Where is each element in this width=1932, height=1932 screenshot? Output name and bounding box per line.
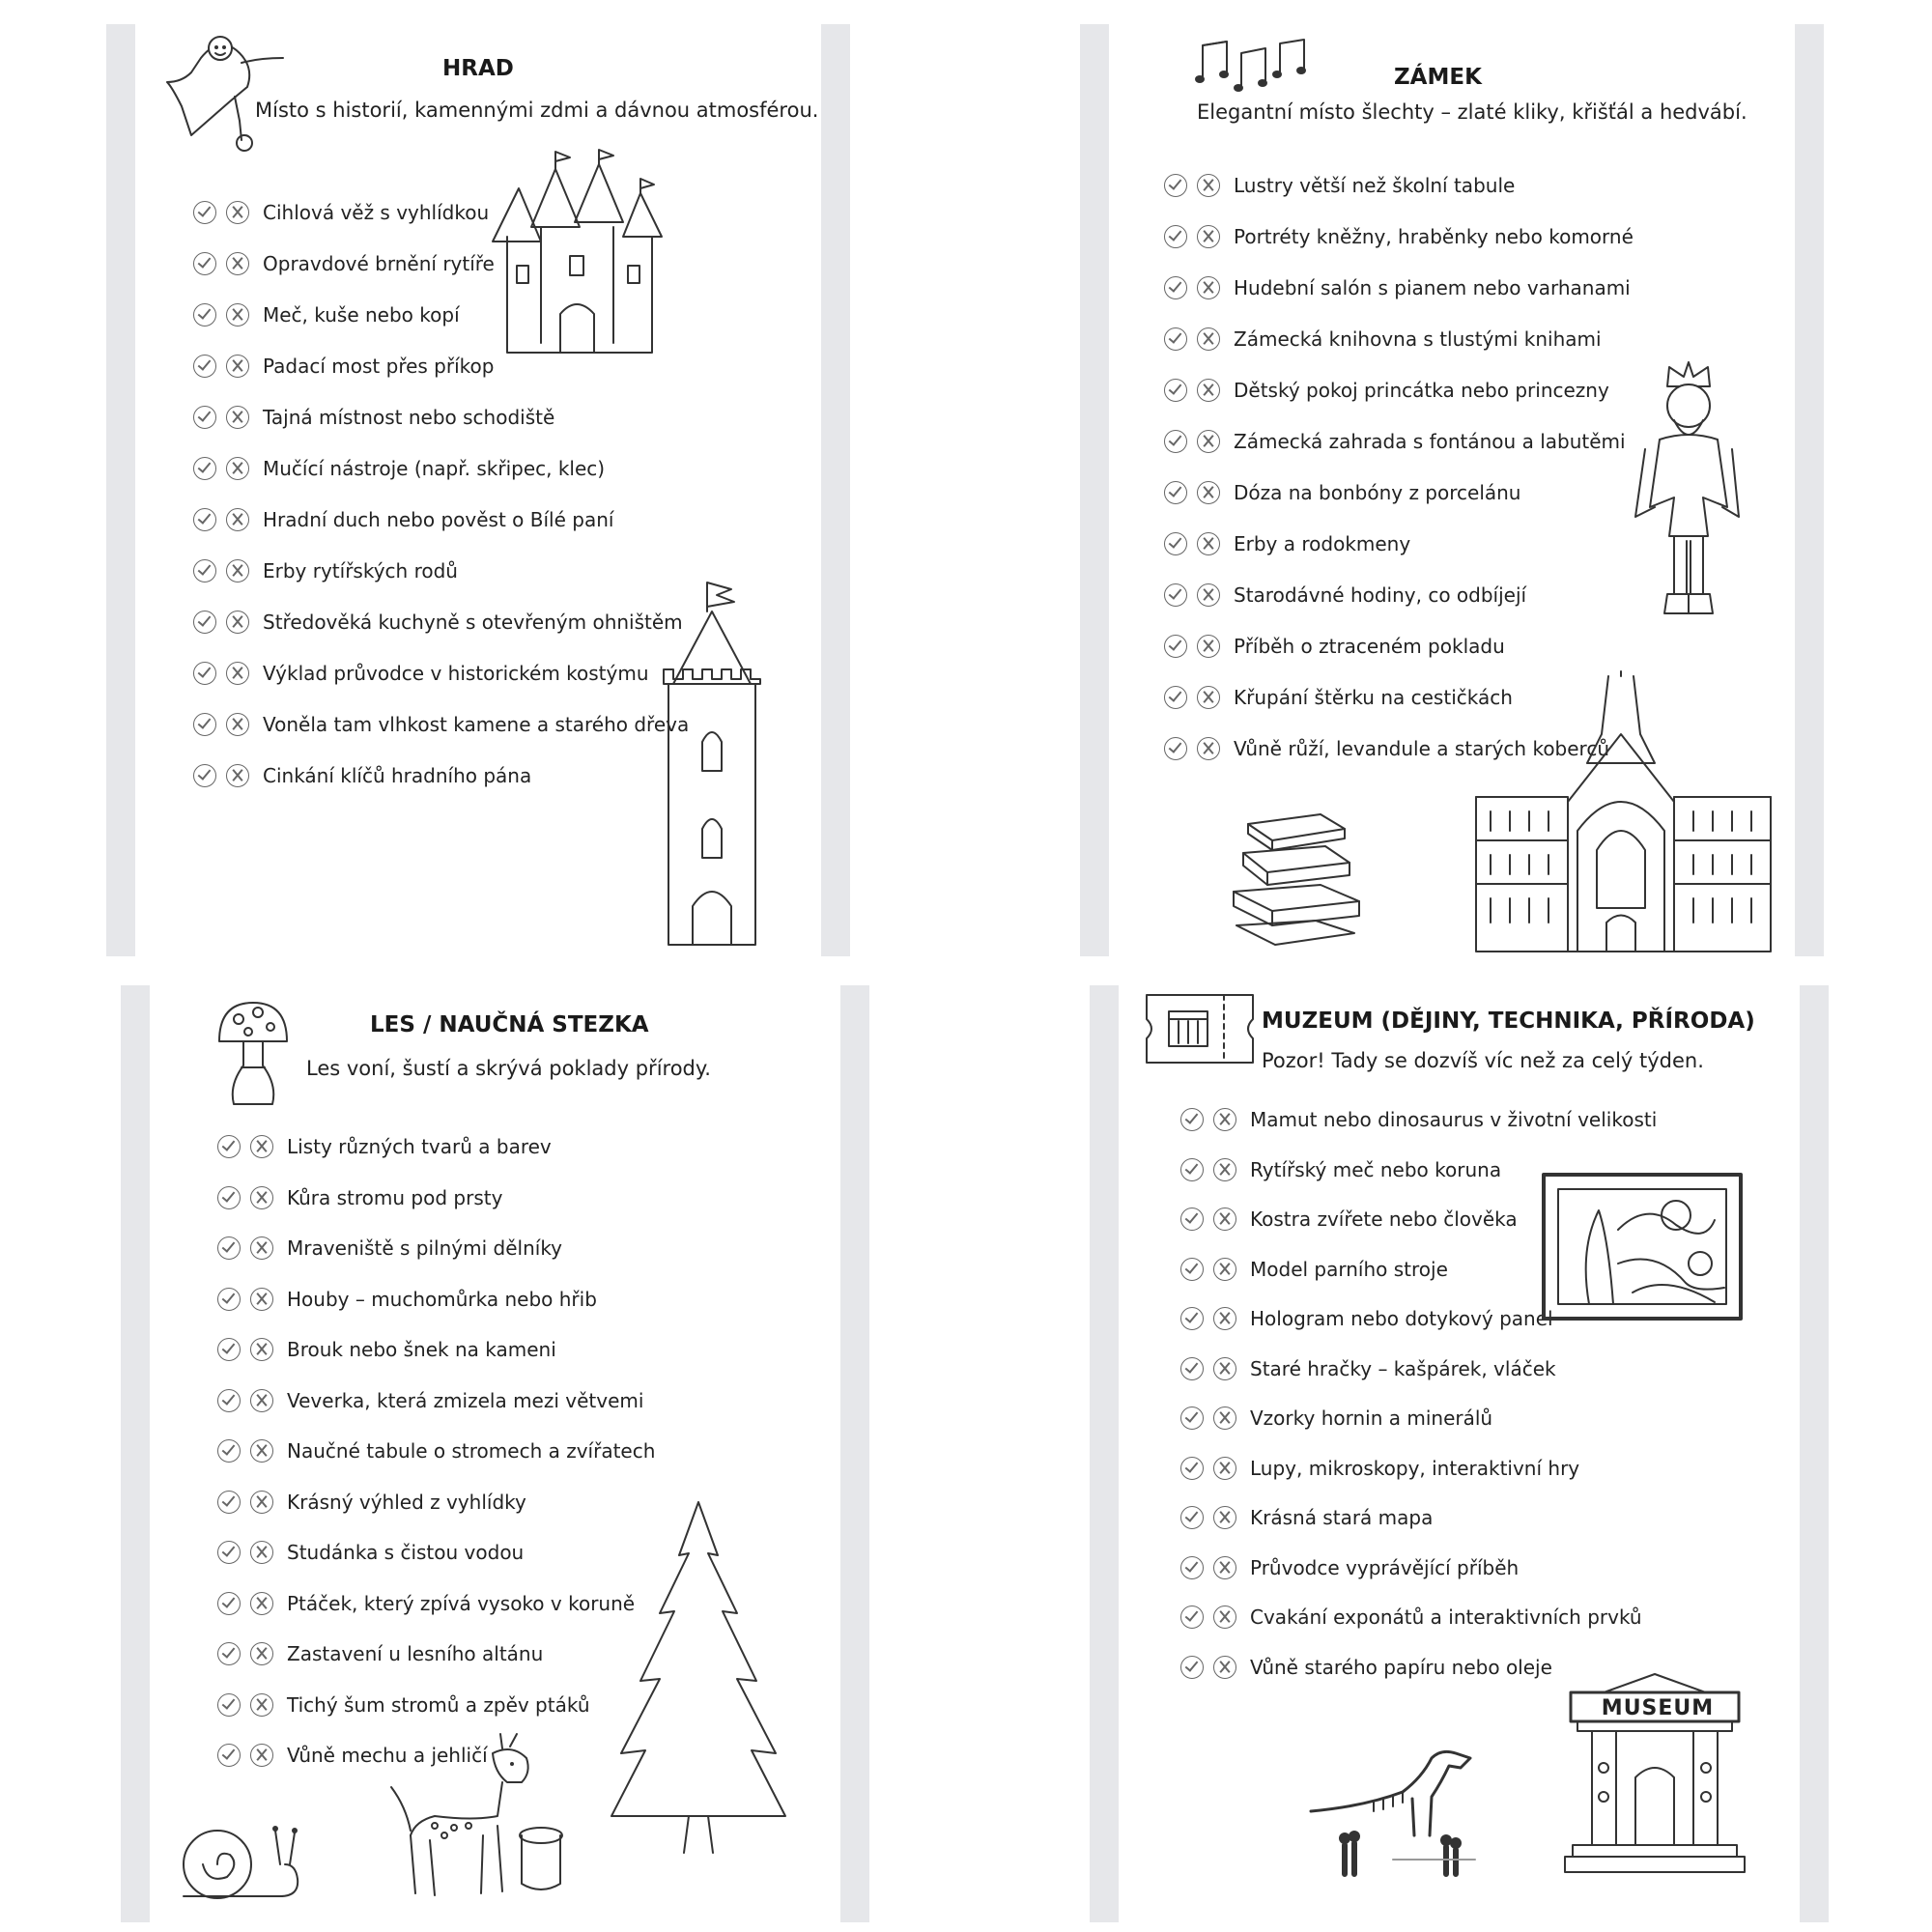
checklist-item <box>1180 1605 1642 1629</box>
check-circle-icon[interactable] <box>193 406 216 429</box>
checklist-item-label: Erby a rodokmeny <box>1234 532 1411 555</box>
checklist-item <box>1164 225 1634 248</box>
check-circle-icon[interactable] <box>1164 635 1187 658</box>
checklist-item <box>193 303 460 327</box>
checklist-item <box>1180 1208 1518 1231</box>
cross-circle-icon[interactable] <box>1213 1457 1236 1480</box>
cross-circle-icon[interactable] <box>226 355 249 378</box>
checklist-item <box>1164 276 1631 299</box>
checklist-item <box>193 713 689 736</box>
check-circle-icon[interactable] <box>217 1439 241 1463</box>
tower-illustration <box>659 578 770 950</box>
cross-circle-icon[interactable] <box>1197 225 1220 248</box>
checklist-item <box>217 1288 597 1311</box>
checklist-item <box>193 406 554 429</box>
cross-circle-icon[interactable] <box>250 1338 273 1361</box>
checklist-item <box>1164 174 1515 197</box>
muzeum-title: MUZEUM (DĚJINY, TECHNIKA, PŘÍRODA) <box>1262 1009 1755 1034</box>
muzeum-subtitle: Pozor! Tady se dozvíš víc než za celý týden. <box>1262 1049 1704 1072</box>
cross-circle-icon[interactable] <box>1197 430 1220 453</box>
checklist-item-label: Tichý šum stromů a zpěv ptáků <box>287 1692 590 1717</box>
checklist-item <box>1164 379 1609 402</box>
painting-frame-illustration <box>1541 1172 1744 1321</box>
checklist-item <box>1180 1158 1501 1181</box>
checklist-item-label: Vůně starého papíru nebo oleje <box>1250 1655 1552 1679</box>
cross-circle-icon[interactable] <box>250 1439 273 1463</box>
checklist-item <box>217 1491 526 1514</box>
checklist-item <box>193 508 613 531</box>
checklist-item-label: Příběh o ztraceném pokladu <box>1234 635 1505 658</box>
check-circle-icon[interactable] <box>1180 1556 1204 1579</box>
checklist-item-label: Krásná stará mapa <box>1250 1506 1434 1529</box>
checklist-item-label: Staré hračky – kašpárek, vláček <box>1250 1356 1556 1380</box>
check-circle-icon[interactable] <box>1180 1108 1204 1131</box>
check-circle-icon[interactable] <box>1164 481 1187 504</box>
checklist-item-label: Kostra zvířete nebo člověka <box>1250 1208 1518 1231</box>
cross-circle-icon[interactable] <box>1213 1556 1236 1579</box>
check-circle-icon[interactable] <box>1164 276 1187 299</box>
checklist-item-label: Meč, kuše nebo kopí <box>263 303 460 327</box>
fir-tree-illustration <box>607 1497 790 1855</box>
checklist-item-label: Cihlová věž s vyhlídkou <box>263 201 490 224</box>
checklist-item-label: Starodávné hodiny, co odbíjejí <box>1234 583 1527 607</box>
checklist-item <box>1164 481 1520 504</box>
check-circle-icon[interactable] <box>1164 225 1187 248</box>
check-circle-icon[interactable] <box>1164 174 1187 197</box>
castle-illustration <box>488 150 667 357</box>
checklist-item-label: Výklad průvodce v historickém kostýmu <box>263 662 649 685</box>
cross-circle-icon[interactable] <box>226 508 249 531</box>
checklist-item <box>217 1541 524 1564</box>
checklist-item-label: Dětský pokoj princátka nebo princezny <box>1234 379 1609 402</box>
checklist-item-label: Křupání štěrku na cestičkách <box>1234 686 1513 709</box>
checklist-item-label: Hologram nebo dotykový panel <box>1250 1307 1553 1330</box>
checklist-item-label: Tajná místnost nebo schodiště <box>263 406 555 429</box>
check-circle-icon[interactable] <box>193 201 216 224</box>
cross-circle-icon[interactable] <box>250 1642 273 1665</box>
checklist-item-label: Mraveniště s pilnými dělníky <box>287 1236 563 1260</box>
checklist-item-label: Model parního stroje <box>1250 1257 1448 1281</box>
checklist-item <box>217 1439 655 1463</box>
check-circle-icon[interactable] <box>1180 1357 1204 1380</box>
check-circle-icon[interactable] <box>193 508 216 531</box>
checklist-item <box>1164 327 1602 351</box>
cross-circle-icon[interactable] <box>226 611 249 634</box>
checklist-item-label: Dóza na bonbóny z porcelánu <box>1234 481 1521 504</box>
mushroom-illustration <box>214 998 292 1112</box>
checklist-item <box>1180 1457 1579 1480</box>
cross-circle-icon[interactable] <box>1213 1406 1236 1430</box>
checklist-item <box>1180 1307 1553 1330</box>
check-circle-icon[interactable] <box>193 457 216 480</box>
checklist-item <box>217 1135 552 1158</box>
check-circle-icon[interactable] <box>1164 532 1187 555</box>
chateau-illustration <box>1471 676 1776 956</box>
checklist-item <box>1164 635 1505 658</box>
check-circle-icon[interactable] <box>1180 1506 1204 1529</box>
checklist-item <box>1180 1506 1433 1529</box>
books-illustration <box>1229 810 1369 950</box>
checklist-item-label: Ptáček, který zpívá vysoko v koruně <box>287 1591 636 1615</box>
check-circle-icon[interactable] <box>217 1541 241 1564</box>
checklist-item <box>1180 1656 1552 1679</box>
checklist-item <box>217 1592 635 1615</box>
cross-circle-icon[interactable] <box>226 303 249 327</box>
checklist-item-label: Veverka, která zmizela mezi větvemi <box>287 1388 644 1412</box>
checklist-item <box>1180 1406 1492 1430</box>
checklist-item-label: Brouk nebo šnek na kameni <box>287 1338 556 1361</box>
checklist-item-label: Erby rytířských rodů <box>263 559 458 582</box>
check-circle-icon[interactable] <box>1180 1307 1204 1330</box>
checklist-item <box>1180 1357 1556 1380</box>
check-circle-icon[interactable] <box>1180 1406 1204 1430</box>
cross-circle-icon[interactable] <box>226 201 249 224</box>
check-circle-icon[interactable] <box>193 611 216 634</box>
check-circle-icon[interactable] <box>1180 1605 1204 1629</box>
checklist-item-label: Lupy, mikroskopy, interaktivní hry <box>1250 1456 1580 1480</box>
checklist-item-label: Cinkání klíčů hradního pána <box>263 764 532 787</box>
check-circle-icon[interactable] <box>217 1186 241 1209</box>
cross-circle-icon[interactable] <box>250 1288 273 1311</box>
cross-circle-icon[interactable] <box>250 1541 273 1564</box>
ghost-illustration <box>162 29 298 155</box>
checklist-item-label: Vzorky hornin a minerálů <box>1250 1406 1493 1430</box>
checklist-item <box>1164 532 1410 555</box>
cross-circle-icon[interactable] <box>1197 379 1220 402</box>
cross-circle-icon[interactable] <box>1197 174 1220 197</box>
checklist-item-label: Rytířský meč nebo koruna <box>1250 1157 1502 1181</box>
cross-circle-icon[interactable] <box>250 1592 273 1615</box>
check-circle-icon[interactable] <box>1180 1457 1204 1480</box>
checklist-item <box>217 1389 643 1412</box>
ticket-icon <box>1142 990 1258 1067</box>
cross-circle-icon[interactable] <box>1197 532 1220 555</box>
checklist-item <box>217 1642 543 1665</box>
music-notes-icon <box>1198 34 1309 92</box>
king-illustration <box>1631 362 1742 623</box>
checklist-item-label: Hudební salón s pianem nebo varhanami <box>1234 276 1631 299</box>
cross-circle-icon[interactable] <box>250 1389 273 1412</box>
cross-circle-icon[interactable] <box>1213 1158 1236 1181</box>
dinosaur-skeleton-silhouette <box>1306 1739 1499 1874</box>
checklist-item <box>1164 430 1626 453</box>
museum-sign: MUSEUM <box>1601 1696 1715 1720</box>
checklist-item <box>1164 583 1526 607</box>
checklist-item-label: Lustry větší než školní tabule <box>1234 174 1516 197</box>
cross-circle-icon[interactable] <box>1213 1656 1236 1679</box>
checklist-item <box>193 764 531 787</box>
check-circle-icon[interactable] <box>1164 430 1187 453</box>
cross-circle-icon[interactable] <box>1213 1307 1236 1330</box>
check-circle-icon[interactable] <box>217 1288 241 1311</box>
check-circle-icon[interactable] <box>1164 686 1187 709</box>
checklist-item <box>193 457 605 480</box>
cross-circle-icon[interactable] <box>250 1135 273 1158</box>
check-circle-icon[interactable] <box>1180 1208 1204 1231</box>
cross-circle-icon[interactable] <box>1213 1108 1236 1131</box>
hrad-subtitle: Místo s historií, kamennými zdmi a dávnou atmosférou. <box>255 99 819 122</box>
check-circle-icon[interactable] <box>217 1338 241 1361</box>
checklist-item-label: Voněla tam vlhkost kamene a starého dřeva <box>263 713 690 736</box>
cross-circle-icon[interactable] <box>226 662 249 685</box>
checklist-item-label: Hradní duch nebo pověst o Bílé paní <box>263 508 614 531</box>
checklist-item-label: Zámecká zahrada s fontánou a labutěmi <box>1234 430 1626 453</box>
hrad-title: HRAD <box>442 56 514 81</box>
checklist-item-label: Zámecká knihovna s tlustými knihami <box>1234 327 1602 351</box>
checklist-item-label: Mamut nebo dinosaurus v životní velikosti <box>1250 1108 1658 1131</box>
les-title: LES / NAUČNÁ STEZKA <box>370 1012 649 1037</box>
cross-circle-icon[interactable] <box>1197 481 1220 504</box>
checklist-item-label: Mučící nástroje (např. skřipec, klec) <box>263 457 606 480</box>
checklist-item <box>193 559 458 582</box>
checklist-item-label: Vůně mechu a jehličí <box>287 1744 488 1767</box>
check-circle-icon[interactable] <box>217 1642 241 1665</box>
check-circle-icon[interactable] <box>1164 737 1187 760</box>
cross-circle-icon[interactable] <box>226 764 249 787</box>
cross-circle-icon[interactable] <box>1213 1605 1236 1629</box>
checklist-item-label: Portréty kněžny, hraběnky nebo komorné <box>1234 225 1634 248</box>
checklist-item <box>193 355 494 378</box>
checklist-item <box>1180 1108 1657 1131</box>
checklist-item-label: Studánka s čistou vodou <box>287 1541 525 1564</box>
deer-illustration <box>386 1729 565 1903</box>
checklist-item-label: Krásný výhled z vyhlídky <box>287 1490 526 1514</box>
cross-circle-icon[interactable] <box>1197 276 1220 299</box>
les-subtitle: Les voní, šustí a skrývá poklady přírody. <box>306 1057 711 1080</box>
check-circle-icon[interactable] <box>1164 327 1187 351</box>
check-circle-icon[interactable] <box>193 559 216 582</box>
check-circle-icon[interactable] <box>1180 1158 1204 1181</box>
cross-circle-icon[interactable] <box>250 1693 273 1717</box>
checklist-item <box>217 1338 556 1361</box>
checklist-item <box>1180 1258 1448 1281</box>
cross-circle-icon[interactable] <box>250 1491 273 1514</box>
cross-circle-icon[interactable] <box>226 559 249 582</box>
checklist-item-label: Padací most přes příkop <box>263 355 495 378</box>
cross-circle-icon[interactable] <box>250 1186 273 1209</box>
checklist-item-label: Kůra stromu pod prsty <box>287 1185 503 1209</box>
checklist-item <box>193 611 683 634</box>
cross-circle-icon[interactable] <box>1213 1506 1236 1529</box>
checklist-item <box>193 252 495 275</box>
check-circle-icon[interactable] <box>193 303 216 327</box>
check-circle-icon[interactable] <box>193 355 216 378</box>
check-circle-icon[interactable] <box>1180 1258 1204 1281</box>
check-circle-icon[interactable] <box>193 662 216 685</box>
checklist-item-label: Listy různých tvarů a barev <box>287 1135 552 1158</box>
checklist-item-label: Vůně růží, levandule a starých koberců <box>1234 737 1610 760</box>
checklist-item-label: Cvakání exponátů a interaktivních prvků <box>1250 1605 1642 1629</box>
check-circle-icon[interactable] <box>217 1592 241 1615</box>
checklist-item-label: Středověká kuchyně s otevřeným ohništěm <box>263 611 683 634</box>
cross-circle-icon[interactable] <box>1197 737 1220 760</box>
check-circle-icon[interactable] <box>1180 1656 1204 1679</box>
checklist-item-label: Opravdové brnění rytíře <box>263 252 495 275</box>
checklist-item <box>1180 1556 1519 1579</box>
checklist-item-label: Naučné tabule o stromech a zvířatech <box>287 1439 656 1463</box>
check-circle-icon[interactable] <box>193 713 216 736</box>
checklist-item-label: Průvodce vyprávějící příběh <box>1250 1555 1520 1579</box>
check-circle-icon[interactable] <box>217 1744 241 1767</box>
checklist-item <box>193 201 489 224</box>
check-circle-icon[interactable] <box>217 1135 241 1158</box>
cross-circle-icon[interactable] <box>250 1744 273 1767</box>
cross-circle-icon[interactable] <box>226 252 249 275</box>
cross-circle-icon[interactable] <box>1197 635 1220 658</box>
check-circle-icon[interactable] <box>217 1491 241 1514</box>
cross-circle-icon[interactable] <box>1197 686 1220 709</box>
checklist-item <box>1164 686 1513 709</box>
checklist-item-label: Houby – muchomůrka nebo hřib <box>287 1287 597 1311</box>
cross-circle-icon[interactable] <box>1213 1208 1236 1231</box>
check-circle-icon[interactable] <box>217 1693 241 1717</box>
cross-circle-icon[interactable] <box>1213 1357 1236 1380</box>
check-circle-icon[interactable] <box>1164 379 1187 402</box>
checklist-item <box>217 1693 590 1717</box>
check-circle-icon[interactable] <box>193 252 216 275</box>
cross-circle-icon[interactable] <box>1197 583 1220 607</box>
cross-circle-icon[interactable] <box>250 1236 273 1260</box>
cross-circle-icon[interactable] <box>226 457 249 480</box>
check-circle-icon[interactable] <box>1164 583 1187 607</box>
checklist-item-label: Zastavení u lesního altánu <box>287 1642 544 1665</box>
cross-circle-icon[interactable] <box>1197 327 1220 351</box>
check-circle-icon[interactable] <box>217 1389 241 1412</box>
zamek-subtitle: Elegantní místo šlechty – zlaté kliky, křišťál a hedvábí. <box>1197 100 1747 124</box>
check-circle-icon[interactable] <box>217 1236 241 1260</box>
checklist-item <box>193 662 649 685</box>
zamek-title: ZÁMEK <box>1394 65 1482 90</box>
cross-circle-icon[interactable] <box>226 406 249 429</box>
cross-circle-icon[interactable] <box>1213 1258 1236 1281</box>
checklist-item <box>217 1186 502 1209</box>
snail-illustration <box>174 1811 309 1908</box>
check-circle-icon[interactable] <box>193 764 216 787</box>
cross-circle-icon[interactable] <box>226 713 249 736</box>
checklist-item <box>217 1236 562 1260</box>
